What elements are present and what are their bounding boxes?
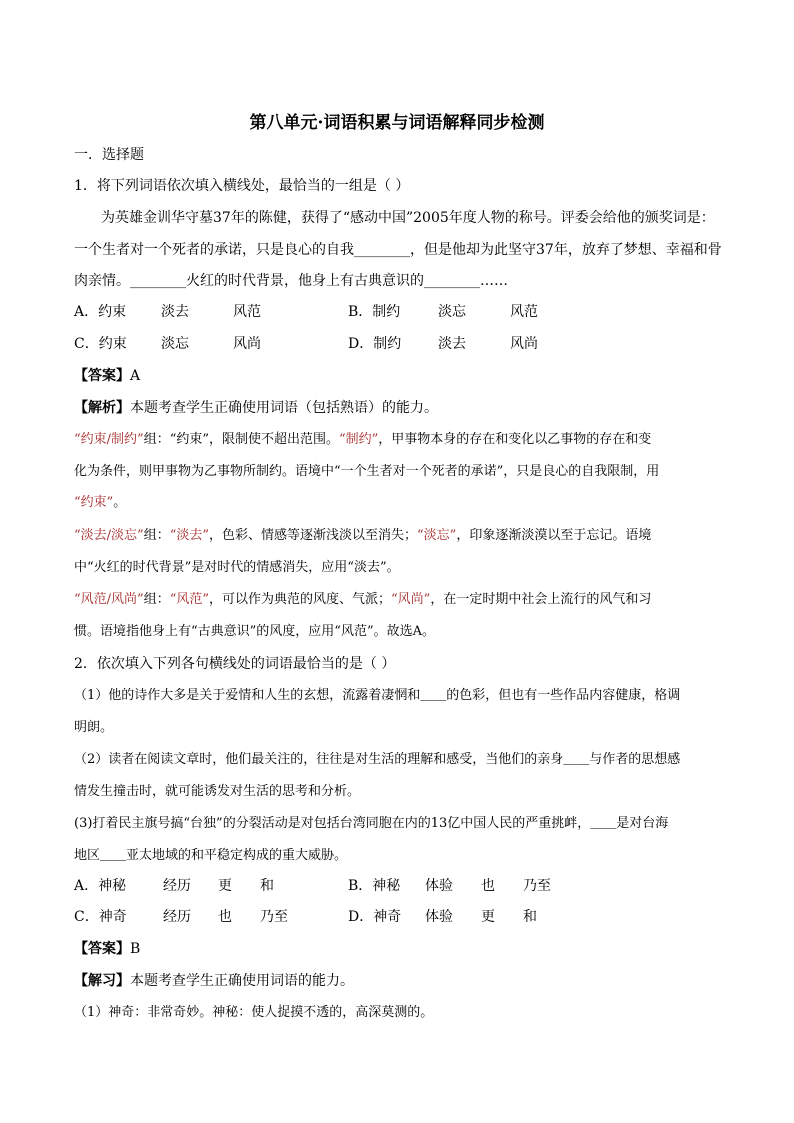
analysis-a-line-2: 化为条件，则甲事物为乙事物所制约。语境中“一个生者对一个死者的承诺”，只是良心的自我限制，用 — [74, 464, 660, 479]
analysis-c-line-2: 惯。语境指他身上有“古典意识”的风度，应用“风范”。故选A。 — [74, 624, 435, 639]
analysis-a-line-3: “约束”。 — [74, 495, 127, 510]
q2-sentence-2-line-2: 情发生撞击时，就可能诱发对生活的思考和分析。 — [74, 784, 361, 799]
answer-label: 【答案】 — [74, 941, 130, 957]
answer-value: A — [130, 368, 141, 384]
q1-stem: 1．将下列词语依次填入横线处，最恰当的一组是（ ） — [74, 178, 410, 194]
q2-analysis — [74, 971, 354, 991]
document-page: 第八单元·词语积累与词语解释同步检测 一．选择题 1．将下列词语依次填入横线处，最恰当的一组是（ ） 为英雄金训华守墓37年的陈健，获得了“感动中国”2005年度人物的称号。评委会给他的颁奖词是： 一个生者对一个死者的承诺，只是良心的自我________，但是他却为此坚守37年，放弃了梦想、幸福和骨 肉亲情。________火红的时代背景，他身上有古典意识的________…… A．约束 淡去 风范 B．制约 淡忘 风范 C．约束 淡忘 风尚 D．制约 淡去 风尚 【答案】A 【解析】本题考查学生正确使用词语（包括熟语）的能力。 “约束/制约”组：“约束”，限制使不超出范围。“制约”，甲事物本身的存在和变化以乙事物的存在和变 化为条件，则甲事物为乙事物所制约。语境中“一个生者对一个死者的承诺”，只是良心的自我限制，用 “约束”。 “淡去/淡忘”组：“淡去”，色彩、情感等逐渐浅淡以至消失；“淡忘”，印象逐渐淡漠以至于忘记。语境 中“火红的时代背景”是对时代的情感消失，应用“淡去”。 “风范/风尚”组：“风范”，可以作为典范的风度、气派；“风尚”，在一定时期中社会上流行的风气和习 惯。语境指他身上有“古典意识”的风度，应用“风范”。故选A。 2．依次填入下列各句横线处的词语最恰当的是（ ） （1）他的诗作大多是关于爱情和人生的玄想，流露着凄惘和＿＿的色彩，但也有一些作品内容健康，格调 明朗。 （2）读者在阅读文章时，他们最关注的，往往是对生活的理解和感受，当他们的亲身＿＿与作者的思想感 情发生撞击时，就可能诱发对生活的思考和分析。 (3)打着民主旗号搞“台独”的分裂活动是对包括台湾同胞在内的13亿中国人民的严重挑衅，＿＿是对台海 地区＿＿亚太地域的和平稳定构成的重大威胁。 A．神秘 经历 更 和 B．神秘 体验 也 乃至 C．神奇 经历 也 乃至 D．神奇 体验 更 和 【答案】B 【解习】本题考查学生正确使用词语的能力。 （1）神奇：非常奇妙。神秘：使人捉摸不透的，高深莫测的。 — [0, 0, 794, 1123]
analysis-c-line-1: “风范/风尚”组：“风范”，可以作为典范的风度、气派；“风尚”，在一定时期中社会上流行的风气和习 — [74, 592, 652, 607]
analysis-label: 【解析】 — [74, 400, 130, 416]
analysis-text: 本题考查学生正确使用词语（包括熟语）的能力。 — [130, 400, 438, 416]
q2-sentence-2-line-1: （2）读者在阅读文章时，他们最关注的，往往是对生活的理解和感受，当他们的亲身＿＿与作者的思想感 — [74, 752, 681, 767]
section-heading: 一．选择题 — [74, 147, 144, 163]
q1-analysis — [74, 398, 438, 418]
q2-sentence-3-line-1: (3)打着民主旗号搞“台独”的分裂活动是对包括台湾同胞在内的13亿中国人民的严重挑衅，＿＿是对台海 — [74, 816, 669, 831]
analysis-b-line-2: 中“火红的时代背景”是对时代的情感消失，应用“淡去”。 — [74, 560, 400, 575]
q2-stem: 2．依次填入下列各句横线处的词语最恰当的是（ ） — [74, 656, 396, 672]
q2-note-1: （1）神奇：非常奇妙。神秘：使人捉摸不透的，高深莫测的。 — [74, 1005, 434, 1020]
q1-passage-line-1: 为英雄金训华守墓37年的陈健，获得了“感动中国”2005年度人物的称号。评委会给他的颁奖词是： — [101, 210, 715, 226]
q1-passage-line-2: 一个生者对一个死者的承诺，只是良心的自我________，但是他却为此坚守37年，放弃了梦想、幸福和骨 — [74, 242, 722, 258]
answer-label: 【答案】 — [74, 368, 130, 384]
q2-sentence-1-line-2: 明朗。 — [74, 720, 114, 735]
analysis-b-line-1: “淡去/淡忘”组：“淡去”，色彩、情感等逐渐浅淡以至消失；“淡忘”，印象逐渐淡漠以至于忘记。语境 — [74, 528, 652, 543]
q1-passage-line-3: 肉亲情。________火红的时代背景，他身上有古典意识的________…… — [74, 273, 508, 289]
answer-value: B — [130, 941, 141, 957]
q2-answer — [74, 939, 140, 959]
q2-sentence-1-line-1: （1）他的诗作大多是关于爱情和人生的玄想，流露着凄惘和＿＿的色彩，但也有一些作品内容健康，格调 — [74, 688, 681, 703]
q1-answer — [74, 366, 140, 386]
analysis-label: 【解习】 — [74, 973, 130, 989]
q2-sentence-3-line-2: 地区＿＿亚太地域的和平稳定构成的重大威胁。 — [74, 848, 348, 863]
analysis-a-line-1: “约束/制约”组：“约束”，限制使不超出范围。“制约”，甲事物本身的存在和变化以乙事物的存在和变 — [74, 432, 652, 447]
analysis-text: 本题考查学生正确使用词语的能力。 — [130, 973, 354, 989]
page-title: 第八单元·词语积累与词语解释同步检测 — [249, 113, 545, 133]
